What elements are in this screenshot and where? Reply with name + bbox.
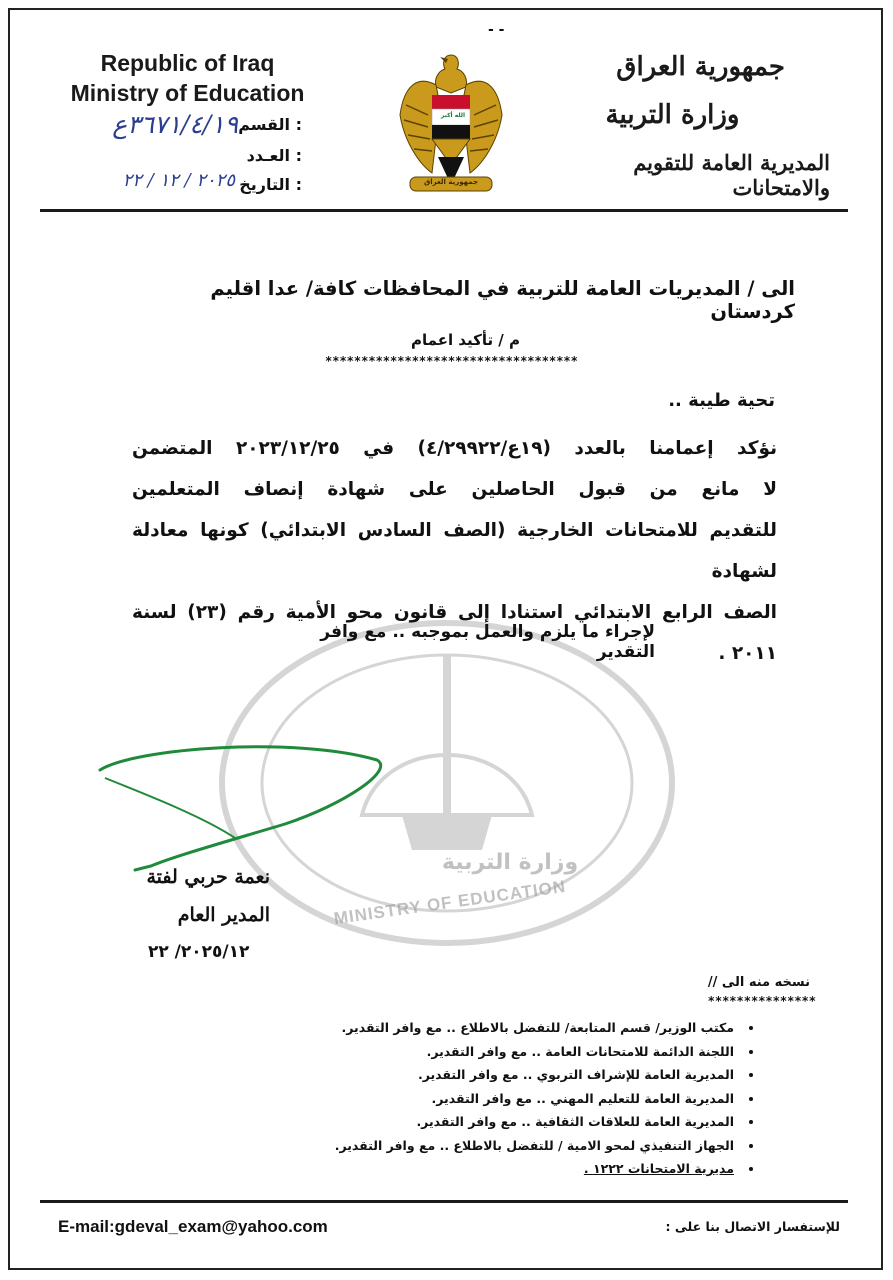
date-label: : التاريخ <box>239 175 302 194</box>
cc-item: • المديرية العامة للتعليم المهني .. مع وافر التقدير. <box>330 1087 738 1111</box>
top-mark: - - <box>488 22 505 38</box>
cc-item: • مكتب الوزير/ قسم المتابعة/ للتفضل بالاطلاع .. مع وافر التقدير. <box>330 1016 738 1040</box>
body-line: الصف الرابع الابتدائي استنادا إلى قانون محو الأمية رقم (٢٣) لسنة ٢٠١١ . <box>132 602 777 664</box>
emblem-flag-text: الله أكبر <box>440 112 466 119</box>
letter-recipient: الى / المديريات العامة للتربية في المحافظات كافة/ عدا اقليم كردستان <box>210 277 795 323</box>
cc-item: • المديرية العامة للعلاقات الثقافية .. مع وافر التقدير. <box>330 1110 738 1134</box>
letter-closing: لإجراء ما يلزم والعمل بموجبه .. مع وافر التقدير <box>320 622 655 662</box>
body-line: نؤكد إعمامنا بالعدد (١٩ع/٤/٢٩٩٢٢) في ٢٠٢٣/١٢/٢٥ المتضمن <box>132 438 778 459</box>
subject-stars: *********************************** <box>325 354 578 368</box>
arabic-ministry: وزارة التربية <box>605 100 740 130</box>
cc-item: • المديرية العامة للإشراف التربوي .. مع وافر التقدير. <box>330 1063 738 1087</box>
stamp-english-text: MINISTRY OF EDUCATION <box>332 876 568 929</box>
emblem-ribbon-text: جمهورية العراق <box>423 178 479 186</box>
footer-email: E-mail:gdeval_exam@yahoo.com <box>58 1217 328 1236</box>
cc-item: • الجهاز التنفيذي لمحو الامية / للتفضل بالاطلاع .. مع وافر التقدير. <box>330 1134 738 1158</box>
english-country: Republic of Iraq <box>100 50 275 76</box>
letter-greeting: تحية طيبة .. <box>668 390 775 411</box>
signature-scribble <box>95 738 395 878</box>
header-divider <box>40 209 848 212</box>
number-label: : العـدد <box>246 146 302 165</box>
section-handwritten-value: ٣٦٧١/٤/١٩ع <box>112 110 238 139</box>
date-handwritten-value: ٢٠٢٥ / ١٢ / ٢٢ <box>122 170 235 191</box>
footer-contact-label: للإستفسار الاتصال بنا على : <box>665 1219 840 1234</box>
cc-list <box>330 1016 760 1181</box>
signatory-title: المدير العام <box>177 904 270 926</box>
emblem-eagle-icon <box>398 45 504 200</box>
english-ministry: Ministry of Education <box>70 80 305 106</box>
stamp-arabic-text: وزارة التربية <box>441 850 579 875</box>
signature-date: ٢٠٢٥/١٢/ ٢٢ <box>148 942 250 962</box>
cc-item: • اللجنة الدائمة للامتحانات العامة .. مع وافر التقدير. <box>330 1040 738 1064</box>
cc-item: • مديرية الامتحانات ١٢٢٢ . <box>330 1157 738 1181</box>
letter-subject: م / تأكيد اعمام <box>411 331 520 349</box>
cc-stars: *************** <box>707 994 816 1008</box>
footer-divider <box>40 1200 848 1203</box>
arabic-country: جمهورية العراق <box>616 52 785 82</box>
body-line: لا مانع من قبول الحاصلين على شهادة إنصاف المتعلمين <box>132 479 777 500</box>
cc-label: نسخه منه الى // <box>707 975 810 990</box>
body-line: للتقديم للامتحانات الخارجية (الصف السادس الابتدائي) كونها معادلة لشهادة <box>132 520 777 582</box>
signatory-name: نعمة حربي لفتة <box>146 866 270 888</box>
section-label: : القسم <box>238 115 302 134</box>
arabic-directorate: المديرية العامة للتقويم والامتحانات <box>633 150 830 200</box>
